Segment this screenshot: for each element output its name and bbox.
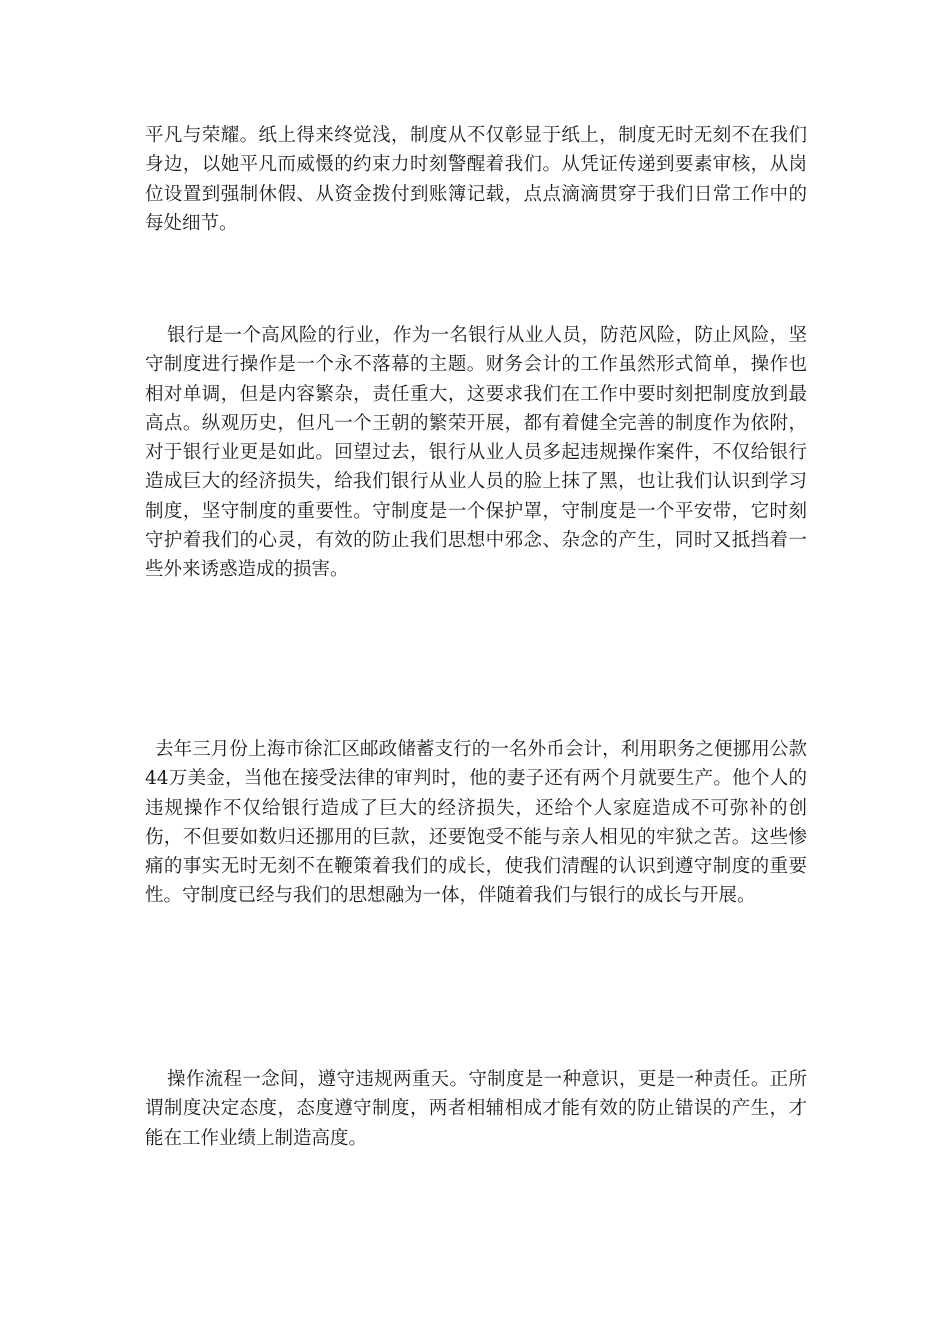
- paragraph-1: 平凡与荣耀。纸上得来终觉浅，制度从不仅彰显于纸上，制度无时无刻不在我们身边，以她平凡而威慑的约束力时刻警醒着我们。从凭证传递到要素审核，从岗位设置到强制休假、从资金拨付到账簿记载，点点滴滴贯穿于我们日常工作中的每处细节。: [145, 125, 807, 234]
- paragraph-2: 银行是一个高风险的行业，作为一名银行从业人员，防范风险，防止风险，坚守制度进行操作是一个永不落幕的主题。财务会计的工作虽然形式简单，操作也相对单调，但是内容繁杂，责任重大，这要求我们在工作中要时刻把制度放到最高点。纵观历史，但凡一个王朝的繁荣开展，都有着健全完善的制度作为依附，对于银行业更是如此。回望过去，银行从业人员多起违规操作案件，不仅给银行造成巨大的经济损失，给我们银行从业人员的脸上抹了黑，也让我们认识到学习制度，坚守制度的重要性。守制度是一个保护罩，守制度是一个平安带，它时刻守护着我们的心灵，有效的防止我们思想中邪念、杂念的产生，同时又抵挡着一些外来诱惑造成的损害。: [145, 325, 807, 581]
- paragraph-4: 操作流程一念间，遵守违规两重天。守制度是一种意识，更是一种责任。正所谓制度决定态度，态度遵守制度，两者相辅相成才能有效的防止错误的产生，才能在工作业绩上制造高度。: [145, 1069, 807, 1149]
- paragraph-3: 去年三月份上海市徐汇区邮政储蓄支行的一名外币会计，利用职务之便挪用公款44万美金，当他在接受法律的审判时，他的妻子还有两个月就要生产。他个人的违规操作不仅给银行造成了巨大的经济损失，还给个人家庭造成不可弥补的创伤，不但要如数归还挪用的巨款，还要饱受不能与亲人相见的牢狱之苦。这些惨痛的事实无时无刻不在鞭策着我们的成长，使我们清醒的认识到遵守制度的重要性。守制度已经与我们的思想融为一体，伴随着我们与银行的成长与开展。: [145, 739, 807, 907]
